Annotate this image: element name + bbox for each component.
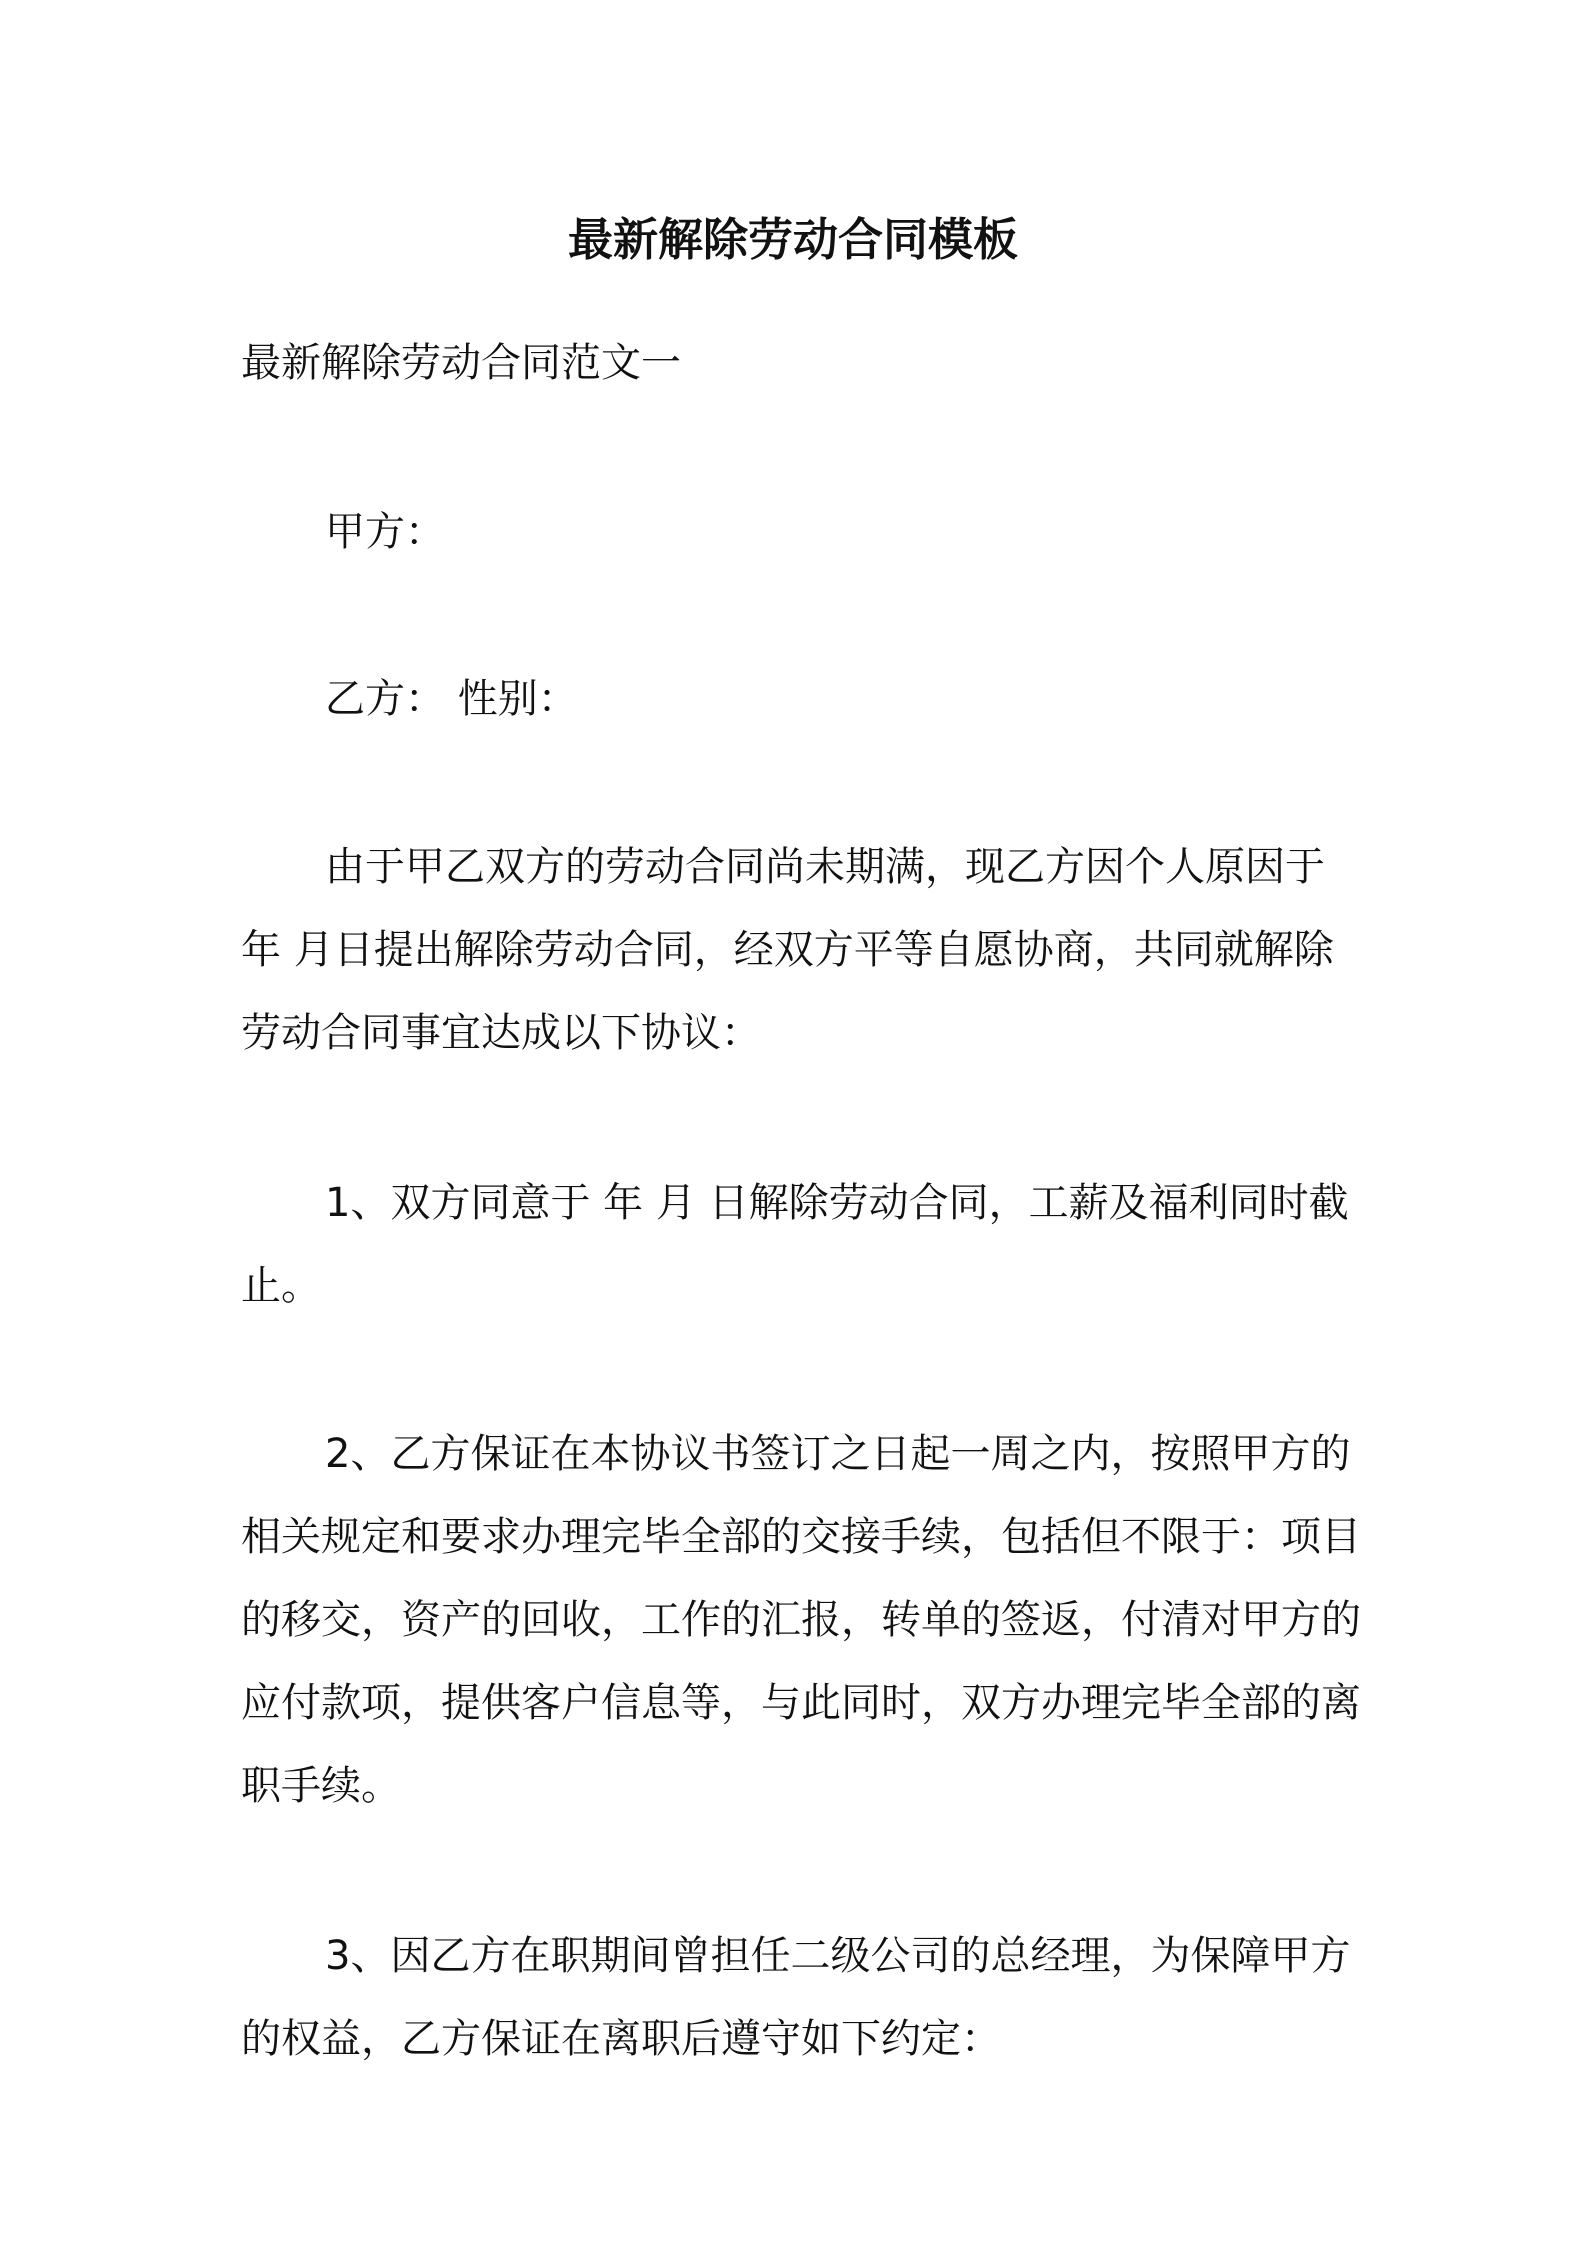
clause-3-line-2: 的权益，乙方保证在离职后遵守如下约定： [241,2016,1001,2062]
party-b-label: 乙方： 性别： [325,676,578,722]
clause-2-line-5: 职手续。 [241,1763,401,1809]
clause-2-line-1: 2、乙方保证在本协议书签订之日起一周之内，按照甲方的 [325,1431,1351,1477]
document-subtitle: 最新解除劳动合同范文一 [241,340,681,386]
clause-1-line-1: 1、双方同意于 年 月 日解除劳动合同，工薪及福利同时截 [325,1180,1349,1226]
clause-1-line-2: 止。 [241,1263,321,1309]
party-a-label: 甲方： [325,509,445,555]
clause-2-line-2: 相关规定和要求办理完毕全部的交接手续，包括但不限于：项目 [241,1514,1361,1560]
intro-line-3: 劳动合同事宜达成以下协议： [241,1010,761,1056]
intro-line-2: 年 月日提出解除劳动合同，经双方平等自愿协商，共同就解除 [241,927,1334,973]
clause-2-line-4: 应付款项，提供客户信息等，与此同时，双方办理完毕全部的离 [241,1680,1361,1726]
clause-2-line-3: 的移交，资产的回收，工作的汇报，转单的签返，付清对甲方的 [241,1597,1361,1643]
document-title: 最新解除劳动合同模板 [567,213,1018,266]
intro-line-1: 由于甲乙双方的劳动合同尚未期满，现乙方因个人原因于 [325,844,1325,890]
clause-3-line-1: 3、因乙方在职期间曾担任二级公司的总经理，为保障甲方 [325,1933,1351,1979]
